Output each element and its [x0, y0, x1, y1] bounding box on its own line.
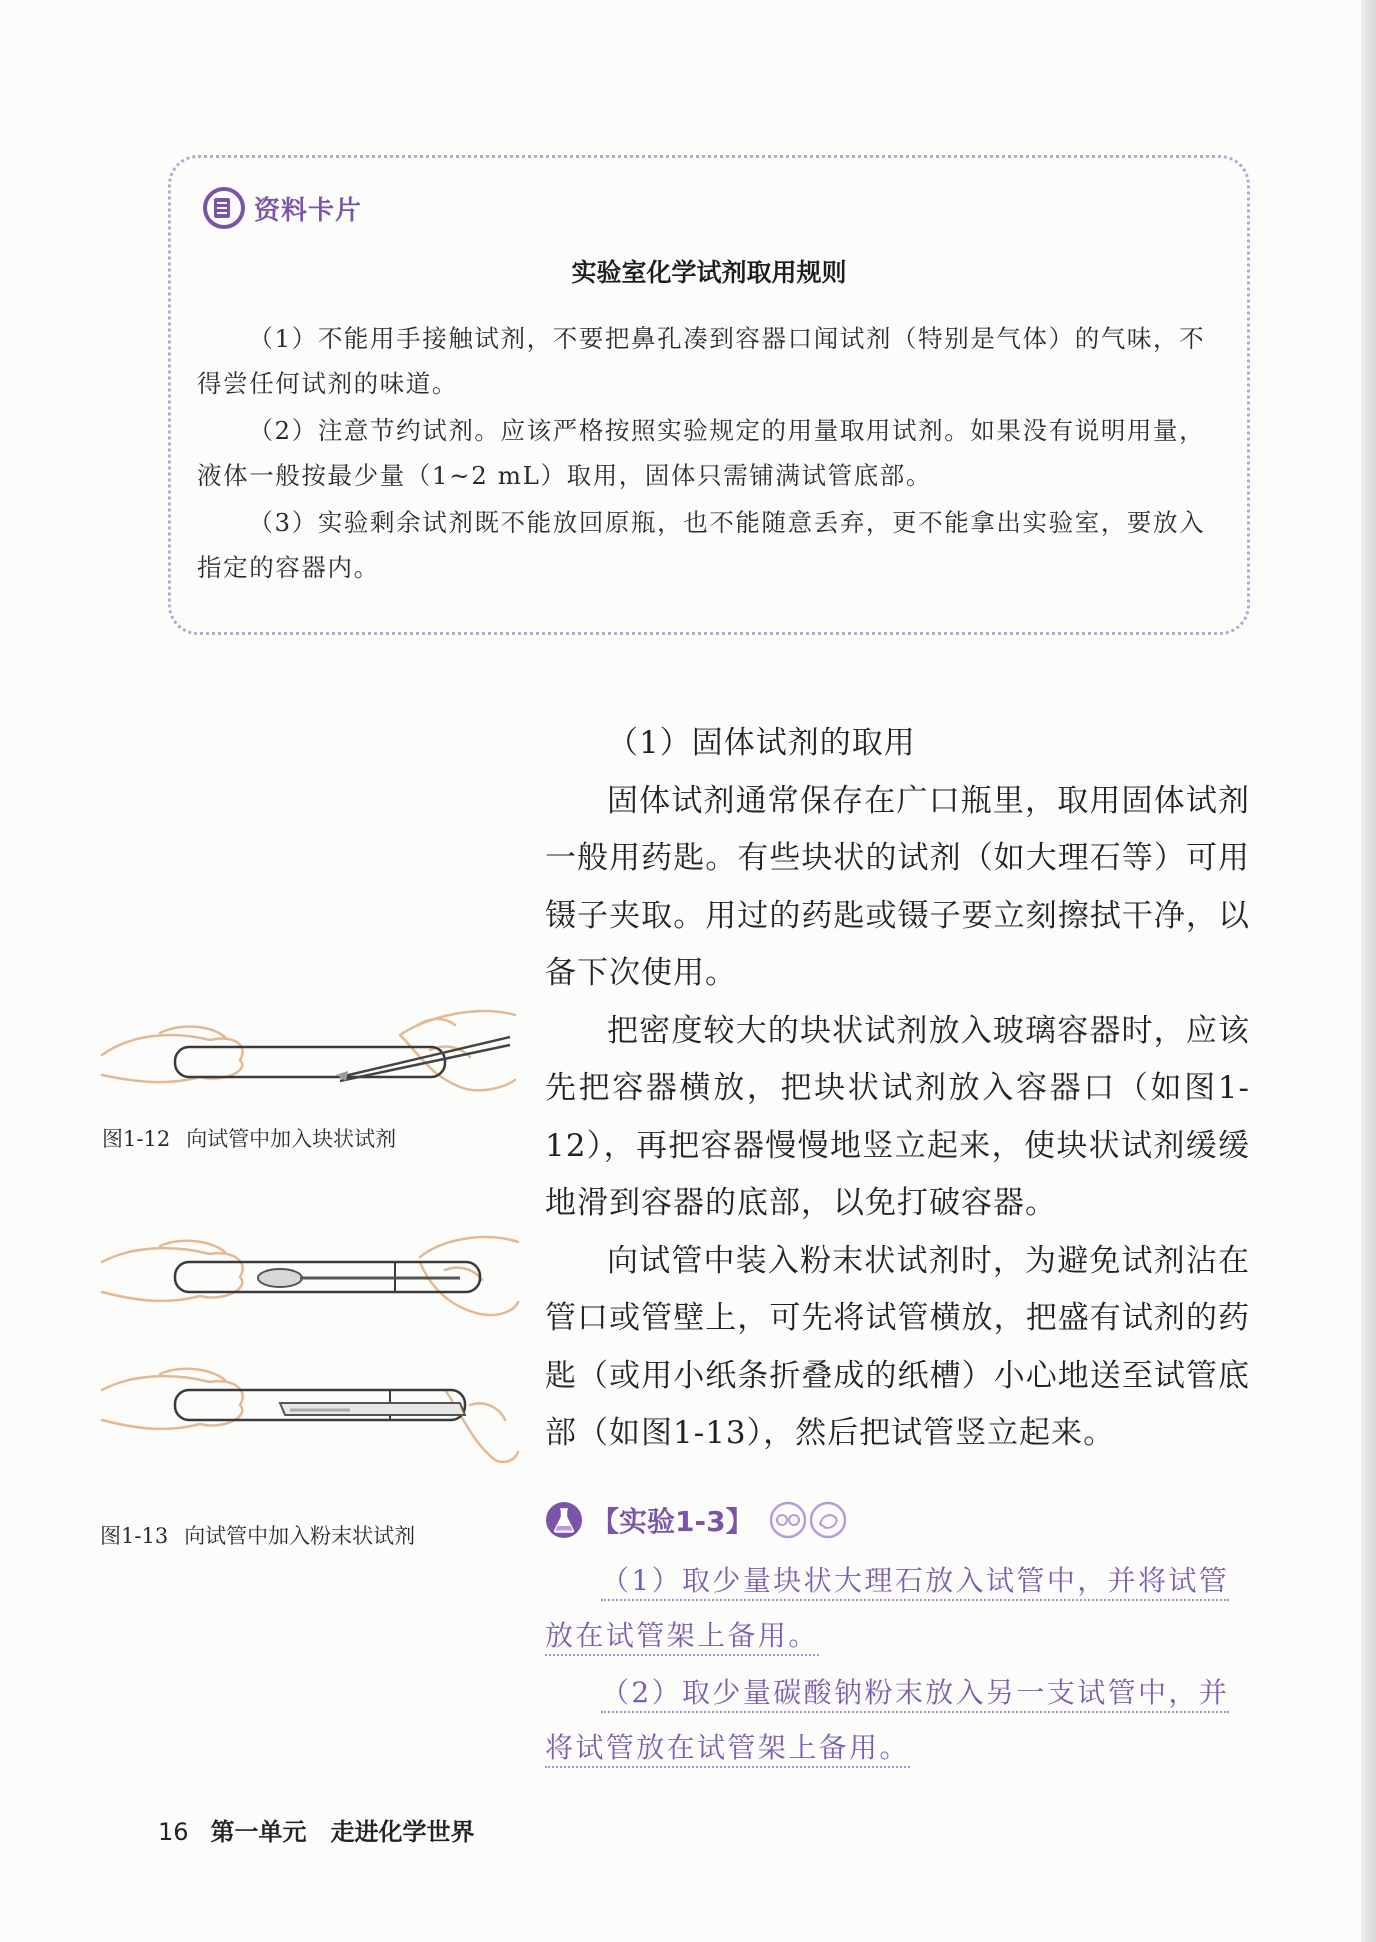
main-text-column [545, 715, 1250, 1463]
page-number: 16 [158, 1818, 189, 1846]
flask-icon [545, 1501, 583, 1539]
goggles-hand-wash-icon [768, 1500, 852, 1540]
experiment-label: 【实验1-3】 [591, 1505, 754, 1538]
experiment-header [545, 1500, 852, 1540]
figure-1-13-illustration-top [100, 1222, 520, 1332]
experiment-step-2-text: （2）取少量碳酸钠粉末放入另一支试管中，并将试管放在试管架上备用。 [545, 1676, 1229, 1768]
experiment-step-1-text: （1）取少量块状大理石放入试管中，并将试管放在试管架上备用。 [545, 1564, 1229, 1656]
experiment-step-2 [545, 1665, 1245, 1775]
paragraph-3: 向试管中装入粉末状试剂时，为避免试剂沾在管口或管壁上，可先将试管横放，把盛有试剂的药匙（或用小纸条折叠成的纸槽）小心地送至试管底部（如图1-13），然后把试管竖立起来。 [545, 1242, 1250, 1451]
figure-1-13-caption [100, 1520, 415, 1550]
paragraph-1: 固体试剂通常保存在广口瓶里，取用固体试剂一般用药匙。有些块状的试剂（如大理石等）可用镊子夹取。用过的药匙或镊子要立刻擦拭干净，以备下次使用。 [545, 782, 1250, 991]
figure-1-12-caption [102, 1123, 396, 1153]
figure-1-12-text: 向试管中加入块状试剂 [186, 1127, 397, 1151]
card-body [197, 316, 1223, 590]
document-list-icon [202, 186, 246, 230]
page-edge-line [1361, 0, 1364, 1942]
experiment-steps [545, 1553, 1245, 1777]
rule-1: （1）不能用手接触试剂，不要把鼻孔凑到容器口闻试剂（特别是气体）的气味，不得尝任何试剂的味道。 [197, 324, 1206, 398]
figure-1-13-illustration-bottom [100, 1360, 520, 1470]
figure-1-12-illustration [100, 995, 520, 1105]
figure-1-13-text: 向试管中加入粉末状试剂 [184, 1524, 416, 1548]
page-footer [158, 1812, 475, 1847]
rule-2: （2）注意节约试剂。应该严格按照实验规定的用量取用试剂。如果没有说明用量，液体一般按最少量（1~2 mL）取用，固体只需铺满试管底部。 [197, 416, 1206, 490]
card-badge [202, 186, 362, 230]
experiment-step-1 [545, 1553, 1245, 1663]
paragraph-2: 把密度较大的块状试剂放入玻璃容器时，应该先把容器横放，把块状试剂放入容器口（如图1-12），再把容器慢慢地竖立起来，使块状试剂缓缓地滑到容器的底部，以免打破容器。 [545, 1012, 1250, 1221]
page-edge-shadow [1364, 0, 1376, 1942]
figure-1-12-number: 图1-12 [102, 1127, 171, 1151]
section-subheading: （1）固体试剂的取用 [607, 725, 916, 761]
figure-1-13-number: 图1-13 [100, 1524, 169, 1548]
rule-3: （3）实验剩余试剂既不能放回原瓶，也不能随意丢弃，更不能拿出实验室，要放入指定的容器内。 [197, 508, 1206, 582]
unit-title: 第一单元 走进化学世界 [210, 1817, 475, 1846]
card-label: 资料卡片 [254, 195, 363, 226]
card-title: 实验室化学试剂取用规则 [571, 258, 847, 287]
info-card [168, 155, 1250, 635]
